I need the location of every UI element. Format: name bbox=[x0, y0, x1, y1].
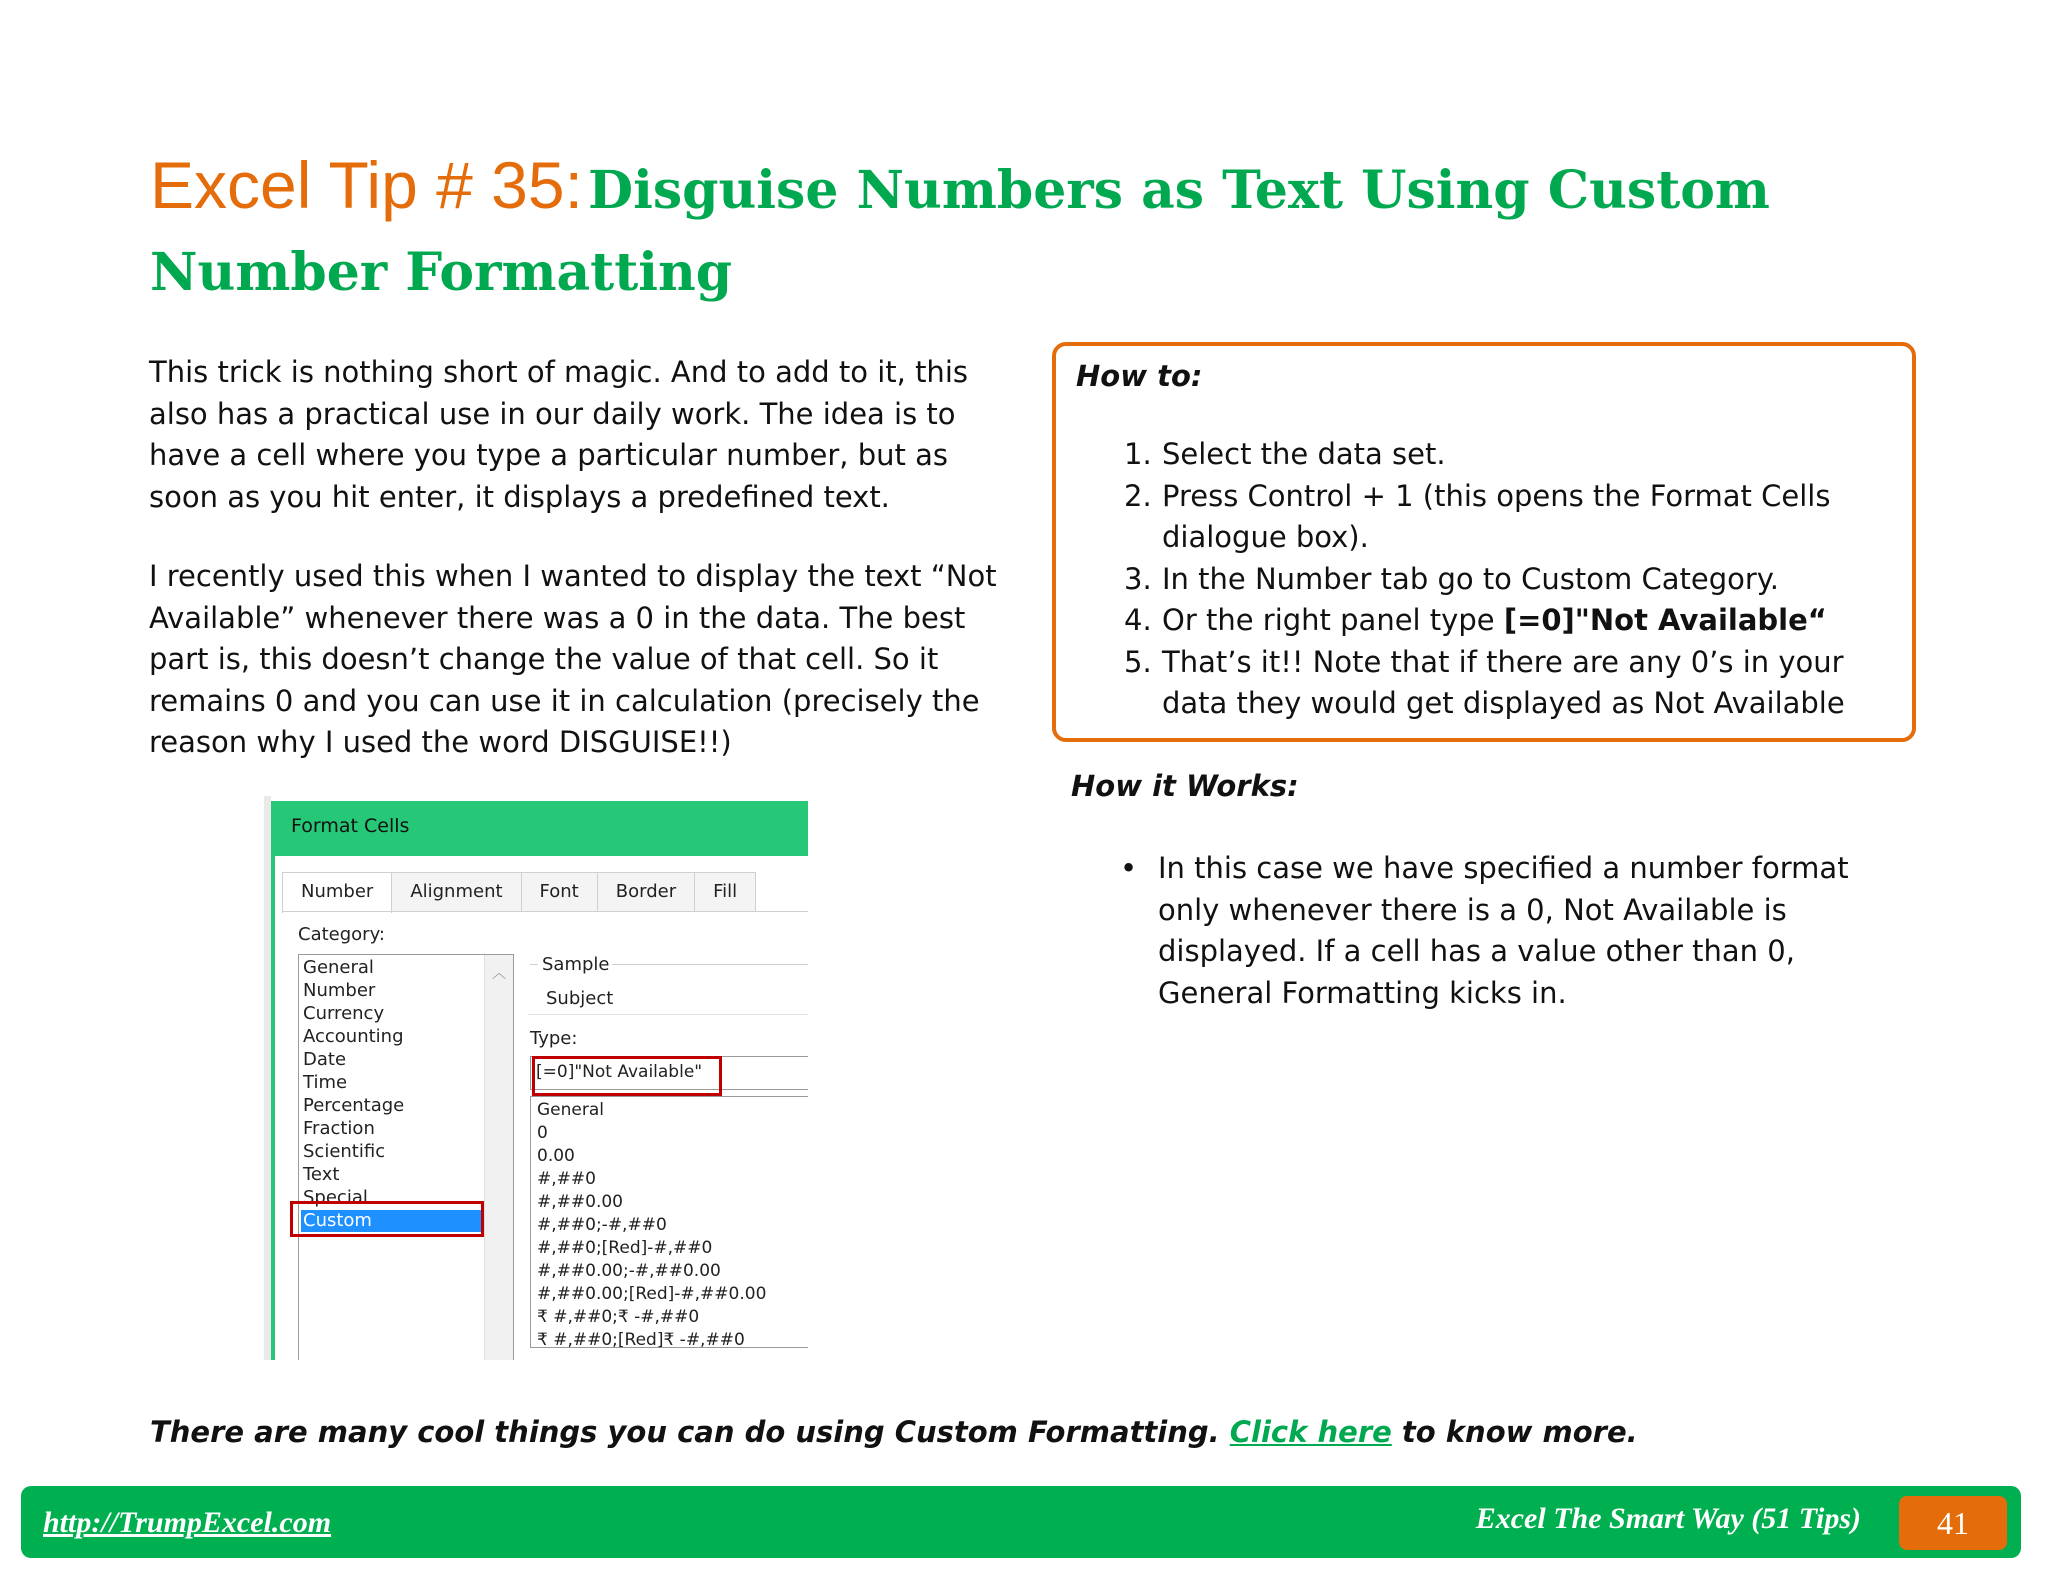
format-item[interactable]: General bbox=[537, 1100, 604, 1120]
category-scrollbar[interactable] bbox=[484, 955, 513, 1360]
how-to-steps bbox=[1124, 434, 1904, 725]
category-item-currency[interactable]: Currency bbox=[303, 1003, 385, 1024]
step-text bbox=[1162, 600, 1904, 642]
step-number: 5. bbox=[1124, 644, 1152, 679]
step-item bbox=[1124, 476, 1904, 559]
how-it-works-text: In this case we have specified a number format only whenever there is a 0, Not Available is displayed. If a cell has a value other than 0, General Formatting kicks in. bbox=[1158, 851, 1849, 1010]
click-here-link[interactable]: Click here bbox=[1229, 1415, 1392, 1449]
category-item-scientific[interactable]: Scientific bbox=[303, 1141, 386, 1162]
closing-text-before: There are many cool things you can do using Custom Formatting. bbox=[150, 1415, 1230, 1449]
intro-paragraph-2: I recently used this when I wanted to display the text “Not Available” whenever there was a 0 in the data. The best part is, this doesn’t change the value of that cell. So it remains 0 and you can use it in calculation (precisely the reason why I used the word DISGUISE!!) bbox=[149, 559, 997, 759]
step-number: 1. bbox=[1124, 437, 1152, 471]
category-item-fraction[interactable]: Fraction bbox=[303, 1118, 375, 1139]
format-item[interactable]: ₹ #,##0;₹ -#,##0 bbox=[537, 1307, 700, 1327]
category-item-accounting[interactable]: Accounting bbox=[303, 1026, 404, 1047]
format-item[interactable]: 0 bbox=[537, 1123, 548, 1143]
how-it-works-list bbox=[1120, 848, 1910, 1014]
tip-title-text: Disguise Numbers as Text Using Custom Number Formatting bbox=[150, 160, 1770, 303]
type-input-value: [=0]"Not Available" bbox=[536, 1062, 703, 1082]
how-it-works-heading: How it Works: bbox=[1071, 769, 1299, 803]
how-to-heading: How to: bbox=[1076, 359, 1203, 393]
intro-paragraph-1: This trick is nothing short of magic. And to add to it, this also has a practical use in our daily work. The idea is to have a cell where you type a particular number, but as soon as you hit enter, it displays a predefined text. bbox=[149, 355, 968, 514]
footer-bar bbox=[21, 1486, 2021, 1558]
step-item bbox=[1124, 600, 1904, 642]
list-item bbox=[1120, 848, 1910, 1014]
step-text: In the Number tab go to Custom Category. bbox=[1162, 561, 1780, 596]
how-to-box bbox=[1052, 342, 1916, 742]
category-item-custom[interactable]: Custom bbox=[301, 1210, 483, 1232]
tab-fill[interactable]: Fill bbox=[694, 872, 756, 912]
tab-number[interactable]: Number bbox=[282, 872, 392, 913]
dialog-tabs bbox=[282, 872, 755, 912]
format-list[interactable] bbox=[530, 1096, 808, 1348]
format-item[interactable]: #,##0 bbox=[537, 1169, 596, 1189]
category-item-date[interactable]: Date bbox=[303, 1049, 347, 1070]
category-label: Category: bbox=[298, 924, 385, 945]
sample-value: Subject bbox=[546, 988, 614, 1009]
tip-number: Excel Tip # 35: bbox=[150, 148, 583, 222]
sample-group-line bbox=[530, 964, 538, 965]
category-list[interactable] bbox=[298, 954, 514, 1360]
sample-label: Sample bbox=[542, 954, 610, 975]
step-text-plain: Or the right panel type bbox=[1162, 603, 1504, 637]
format-item[interactable]: #,##0.00 bbox=[537, 1192, 623, 1212]
tab-divider bbox=[282, 911, 808, 912]
category-item-text[interactable]: Text bbox=[303, 1164, 340, 1185]
step-text: Press Control + 1 (this opens the Format Cells dialogue box). bbox=[1162, 478, 1831, 554]
bullet-icon: • bbox=[1120, 851, 1138, 885]
custom-highlight-box bbox=[290, 1201, 484, 1237]
format-item[interactable]: #,##0.00;[Red]-#,##0.00 bbox=[537, 1284, 767, 1304]
step-item bbox=[1124, 559, 1904, 601]
closing-text-after: to know more. bbox=[1391, 1415, 1638, 1449]
step-item bbox=[1124, 434, 1904, 476]
format-code: [=0]"Not Available“ bbox=[1503, 603, 1827, 637]
dialog-shadow bbox=[264, 796, 271, 1360]
page-number-badge: 41 bbox=[1899, 1496, 2007, 1550]
tab-border[interactable]: Border bbox=[597, 872, 695, 912]
dialog-border bbox=[271, 856, 275, 1360]
step-number: 2. bbox=[1124, 478, 1152, 513]
footer-book-title: Excel The Smart Way (51 Tips) bbox=[1475, 1502, 1861, 1535]
tab-font[interactable]: Font bbox=[521, 872, 598, 912]
step-number: 3. bbox=[1124, 561, 1152, 596]
category-item-general[interactable]: General bbox=[303, 957, 374, 978]
format-item[interactable]: #,##0.00;-#,##0.00 bbox=[537, 1261, 721, 1281]
category-item-special[interactable]: Special bbox=[303, 1187, 368, 1208]
step-number: 4. bbox=[1124, 603, 1152, 637]
format-item[interactable]: 0.00 bbox=[537, 1146, 575, 1166]
step-text: That’s it!! Note that if there are any 0’s in your data they would get displayed as Not Available bbox=[1162, 644, 1845, 720]
category-item-time[interactable]: Time bbox=[303, 1072, 348, 1093]
format-cells-dialog bbox=[264, 796, 808, 1360]
format-item[interactable]: ₹ #,##0;[Red]₹ -#,##0 bbox=[537, 1330, 745, 1350]
step-text: Select the data set. bbox=[1162, 437, 1446, 471]
type-label: Type: bbox=[530, 1028, 578, 1049]
footer-url-link[interactable]: http://TrumpExcel.com bbox=[43, 1506, 332, 1539]
format-item[interactable]: #,##0;-#,##0 bbox=[537, 1215, 667, 1235]
dialog-title: Format Cells bbox=[291, 815, 410, 837]
sample-group-line bbox=[612, 964, 808, 965]
step-item bbox=[1124, 642, 1904, 725]
tab-alignment[interactable]: Alignment bbox=[391, 872, 521, 912]
category-item-number[interactable]: Number bbox=[303, 980, 376, 1001]
category-item-percentage[interactable]: Percentage bbox=[303, 1095, 405, 1116]
chevron-up-icon[interactable]: ︿ bbox=[492, 966, 506, 982]
page-title bbox=[150, 150, 1940, 320]
type-highlight-box bbox=[532, 1056, 722, 1096]
closing-sentence bbox=[150, 1410, 1638, 1454]
dialog-title-bar[interactable] bbox=[271, 801, 808, 856]
format-item[interactable]: #,##0;[Red]-#,##0 bbox=[537, 1238, 713, 1258]
